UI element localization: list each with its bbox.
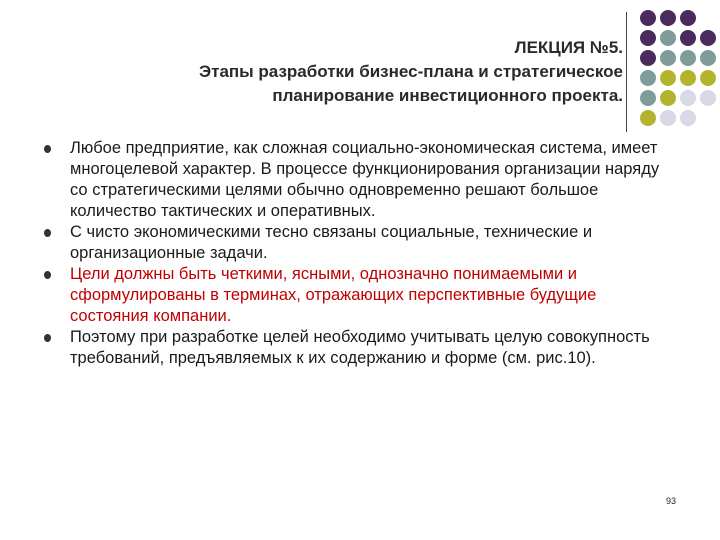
bullet-dot-icon [44,229,51,237]
dot [680,10,696,26]
dot [640,50,656,66]
dot [660,110,676,126]
dot [660,10,676,26]
dot [700,70,716,86]
bullet-item [44,264,664,327]
bullet-dot-icon [44,145,51,153]
slide-title [199,36,623,108]
dot [700,30,716,46]
dot [660,30,676,46]
bullet-list [44,138,664,369]
bullet-text: Любое предприятие, как сложная социально-экономическая система, имеет многоцелевой характер. В процессе функционирования организации наряду со стратегическими целями обычно одновременно решают большое количество тактических и оперативных. [70,139,660,220]
bullet-item [44,327,664,369]
title-line-3: планирование инвестиционного проекта. [272,86,623,105]
dot [680,30,696,46]
dot [680,70,696,86]
dot [680,90,696,106]
dot [680,50,696,66]
page-number: 93 [666,496,677,506]
dot [700,50,716,66]
dot [660,50,676,66]
dot [660,90,676,106]
bullet-text-highlight: Цели должны быть четкими, ясными, однозначно понимаемыми и сформулированы в терминах, отражающих перспективные будущие состояния компании. [70,265,597,325]
dot [700,90,716,106]
bullet-item [44,222,664,264]
bullet-text: Поэтому при разработке целей необходимо учитывать целую совокупность требований, предъявляемых к их содержанию и форме (см. рис.10). [70,328,650,367]
dot [680,110,696,126]
bullet-text: С чисто экономическими тесно связаны социальные, технические и организационные задачи. [70,223,593,262]
dot [660,70,676,86]
bullet-dot-icon [44,334,51,342]
title-line-1: ЛЕКЦИЯ №5. [514,38,623,57]
dot [640,70,656,86]
bullet-dot-icon [44,271,51,279]
dot [640,110,656,126]
title-divider [626,12,627,132]
dot [640,30,656,46]
dot [640,90,656,106]
title-line-2: Этапы разработки бизнес-плана и стратегическое [199,62,623,81]
bullet-item [44,138,664,222]
dot [640,10,656,26]
